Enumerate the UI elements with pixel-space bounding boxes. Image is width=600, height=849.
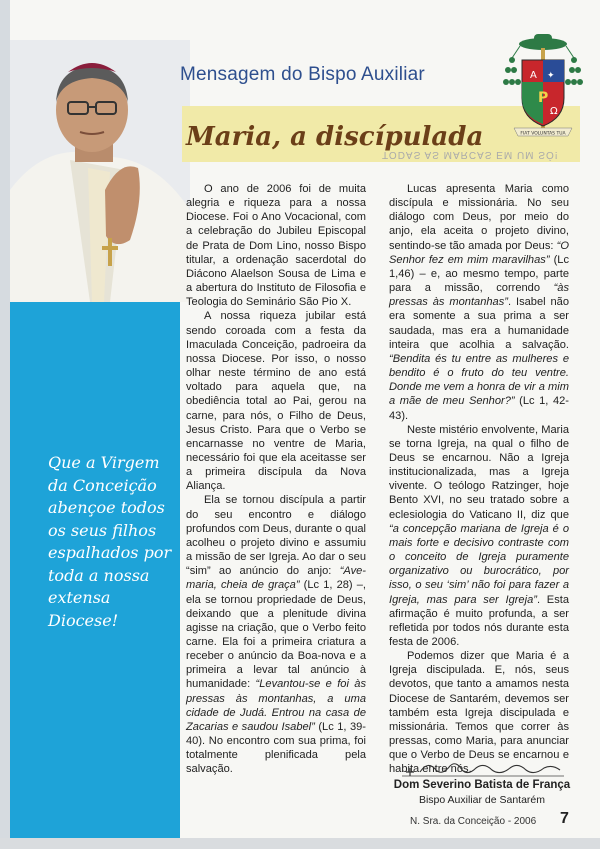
page-number: 7 xyxy=(560,810,569,827)
quote-line: da Conceição xyxy=(48,475,157,495)
quote-line: abençoe todos xyxy=(48,498,165,517)
paragraph: A nossa riqueza jubilar está sendo coroada com a festa da Imaculada Conceição, padroeira da nossa Diocese. Por isso, o nosso olhar neste término de ano está voltado para aquela que, na obediência total ao Pai, gerou na carne, para nós, o Filho de Deus, Jesus Cristo. Para que o Verbo se encarnasse no ventre de Maria, necessário foi que ela aceitasse ser a primeira discípula da Nova Aliança. xyxy=(186,310,366,493)
paragraph: Ela se tornou discípula a partir do seu encontro e diálogo profundos com Deus, durante o qual acolheu o projeto divino e assumiu a missão de ser Igreja. Ao dar o seu “sim” ao anúncio do anjo: “Ave-maria, cheia de graça” (Lc 1, 28) –, ela se tornou propriedade de Deus, deixando que a plenitude divina agisse na criação, que o Verbo feito carne. Ela foi a primeira criatura a receber o anúncio da Boa-nova e a primeira a levar tal anúncio à humanidade: “Levantou-se e foi às pressas às montanhas, a uma cidade de Judá. Entrou na casa de Zacarias e saudou Isabel” (Lc 1, 39-40). No encontro com sua prima, foi totalmente plenificada pela salvação. xyxy=(186,494,367,776)
article-title: Maria, a discípulada xyxy=(186,122,484,152)
signature-role: Bispo Auxiliar de Santarém xyxy=(418,794,546,806)
svg-text:P: P xyxy=(538,90,549,106)
paragraph: Lucas apresenta Maria como discípula e missionária. No seu diálogo com Deus, por meio do anjo, ela aceita o projeto divino, sentindo-se tão amada por Deus: “O Senhor fez em mim maravilhas” (Lc 1,46) – e, ao mesmo tempo, parte para a missão, correndo “às pressas às montanhas”. Isabel não era somente a sua prima a ser saudada, mas era a humanidade inteira que acolhia a salvação. “Bendita és tu entre as mulheres e bendito é o fruto do teu ventre. Donde me vem a honra de vir a mim a mãe de meu Senhor?” (Lc 1, 42-43). xyxy=(389,183,570,422)
pull-quote xyxy=(48,452,178,632)
coat-of-arms-icon xyxy=(500,30,586,140)
quote-line: espalhados por xyxy=(48,543,172,562)
signature-name: Dom Severino Batista de França xyxy=(393,779,571,791)
article-column-1 xyxy=(186,182,366,777)
show-through-text: TODAS AS MARCAS EM UM SÓ! xyxy=(382,149,559,160)
section-heading: Mensagem do Bispo Auxiliar xyxy=(180,64,425,85)
handwritten-signature xyxy=(392,756,572,778)
bishop-photo xyxy=(10,40,190,302)
page-edge-bottom xyxy=(0,838,600,849)
paragraph: Neste mistério envolvente, Maria se torna Igreja, na qual o filho de Deus se encarnou. Não a Igreja institucionalizada, mas a Igreja vivente. O teólogo Ratzinger, hoje Bento XVI, no seu tratado sobre a eclesiologia do Vaticano II, diz que “a concepção mariana de Igreja é o mais forte e decisivo contraste com o conceito de Igreja puramente organizativo ou burocrático, por isso, o seu ‘sim’ não foi para fazer a Igreja, mas para ser Igreja”. Esta afirmação é muito profunda, a ser refletida por todos nós durante esta festa de 2006. xyxy=(389,423,569,648)
svg-text:✦: ✦ xyxy=(547,71,555,81)
paragraph: Podemos dizer que Maria é a Igreja discipulada. E, nós, seus devotos, que tanto a amamos nesta Diocese de Santarém, devemos ser também esta Igreja discipulada e missionária. Temos que correr às pressas, como Maria, para anunciar que o Verbo de Deus se encarnou e habita entre nós. xyxy=(389,650,569,776)
quote-line: Que a Virgem xyxy=(48,453,160,472)
svg-text:A: A xyxy=(530,70,537,81)
quote-line: toda a nossa xyxy=(48,565,150,585)
quote-line: os seus filhos xyxy=(48,520,157,540)
footer-publication: N. Sra. da Conceição - 2006 xyxy=(410,816,537,827)
svg-text:Ω: Ω xyxy=(550,106,558,117)
page-edge xyxy=(0,0,10,849)
svg-text:FIAT VOLUNTAS TUA: FIAT VOLUNTAS TUA xyxy=(520,131,566,137)
quote-line: extensa xyxy=(48,588,111,607)
article-column-2 xyxy=(389,182,569,777)
quote-line: Diocese! xyxy=(48,610,119,630)
paragraph: O ano de 2006 foi de muita alegria e riqueza para a nossa Diocese. Foi o Ano Vocacional, com a celebração do Jubileu Episcopal de Prata de Dom Lino, nosso Bispo titular, a ordenação sacerdotal do Diácono Alaelson Sousa de Lima e a abertura do Instituto de Filosofia e Teologia do Seminário São Pio X. xyxy=(186,183,366,309)
